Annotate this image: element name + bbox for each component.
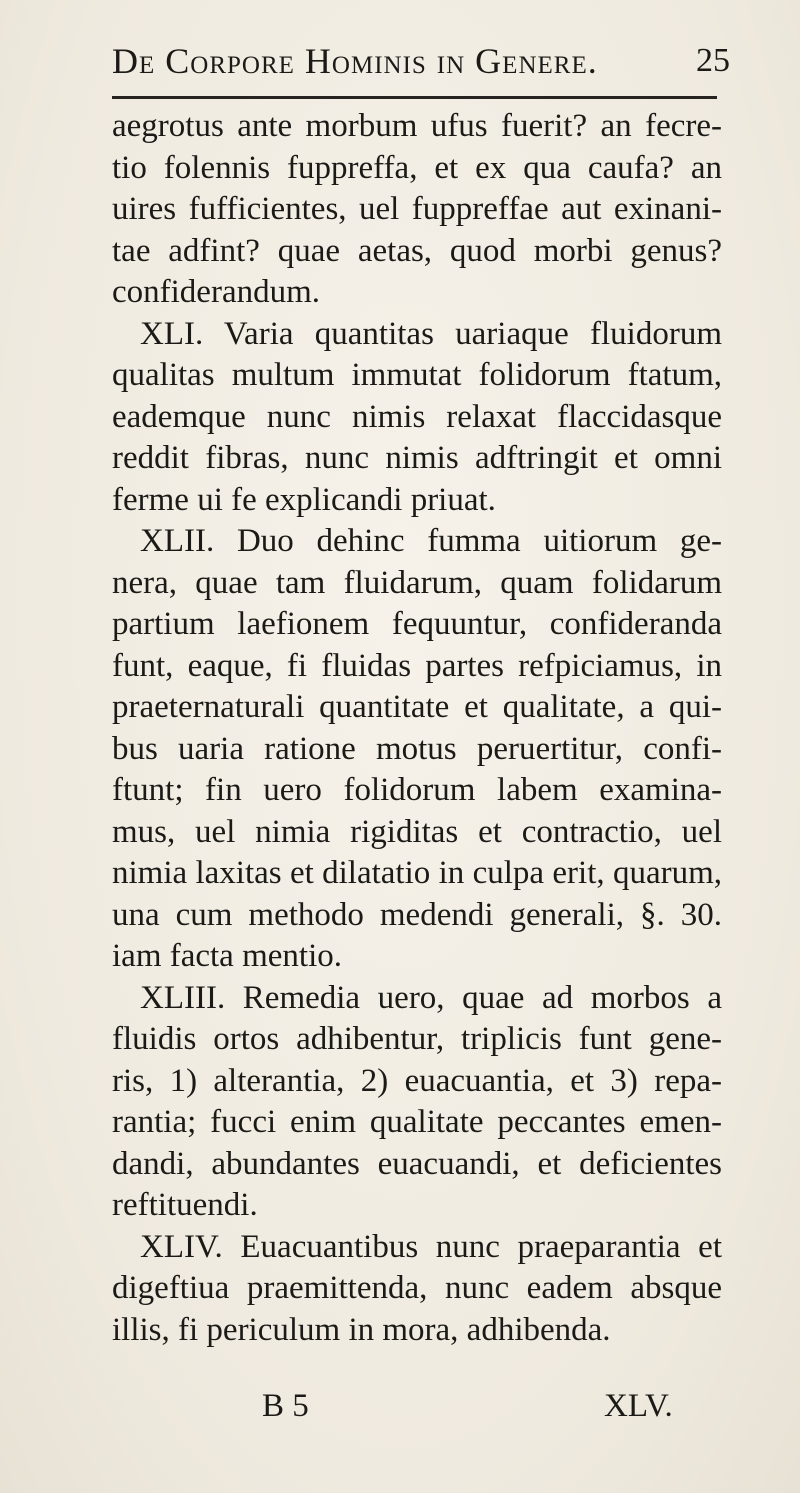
text-line: illis, fi periculum in mora, adhibenda. bbox=[112, 1311, 611, 1348]
text-line: eademque nunc nimis relaxat flaccidasque bbox=[112, 398, 722, 435]
text-line: ferme ui fe explicandi priuat. bbox=[112, 481, 496, 518]
text-line: partium laefionem fequuntur, confideranda bbox=[112, 606, 722, 642]
text-line: iam facta mentio. bbox=[112, 938, 342, 974]
text-line: confiderandum. bbox=[112, 274, 321, 310]
text-line: nimia laxitas et dilatatio in culpa erit, quarum, bbox=[112, 855, 722, 891]
text-line: qualitas multum immutat folidorum ftatum, bbox=[112, 357, 722, 393]
section-heading-line: XLII. Duo dehinc fumma uitiorum ge- bbox=[140, 523, 722, 559]
text-line: reftituendi. bbox=[112, 1187, 258, 1223]
text-line: ftunt; fin uero folidorum labem examina- bbox=[112, 772, 722, 808]
footer bbox=[112, 1388, 722, 1434]
page-header bbox=[0, 40, 800, 90]
body-text bbox=[112, 106, 722, 1351]
text-line: rantia; fucci enim qualitate peccantes emen- bbox=[112, 1104, 722, 1140]
signature-mark: B 5 bbox=[262, 1388, 309, 1424]
catchword: XLV. bbox=[604, 1388, 673, 1424]
running-title: De Corpore Hominis in Genere. bbox=[112, 41, 598, 81]
section-heading-line: XLI. Varia quantitas uariaque fluidorum bbox=[140, 315, 722, 352]
text-line: reddit fibras, nunc nimis adftringit et omni bbox=[112, 440, 722, 476]
text-line: fluidis ortos adhibentur, triplicis funt gene- bbox=[112, 1021, 722, 1057]
text-line: nera, quae tam fluidarum, quam folidarum bbox=[112, 564, 722, 601]
header-rule bbox=[112, 96, 717, 99]
text-line: uires fufficientes, uel fuppreffae aut exinani- bbox=[112, 191, 722, 227]
text-line: funt, eaque, fi fluidas partes refpiciamus, in bbox=[112, 647, 722, 684]
text-line: aegrotus ante morbum ufus fuerit? an fecre- bbox=[112, 108, 722, 144]
section-heading-line: XLIII. Remedia uero, quae ad morbos a bbox=[140, 979, 722, 1016]
text-line: digeftiua praemittenda, nunc eadem absque bbox=[112, 1270, 722, 1306]
text-line: una cum methodo medendi generali, §. 30. bbox=[112, 896, 722, 933]
text-line: dandi, abundantes euacuandi, et deficientes bbox=[112, 1145, 722, 1182]
text-line: tae adfint? quae aetas, quod morbi genus? bbox=[112, 232, 722, 269]
text-line: praeternaturali quantitate et qualitate, a qui- bbox=[112, 689, 722, 725]
text-line: mus, uel nimia rigiditas et contractio, uel bbox=[112, 813, 722, 850]
section-heading-line: XLIV. Euacuantibus nunc praeparantia et bbox=[140, 1228, 722, 1265]
page-number: 25 bbox=[696, 42, 730, 79]
text-line: tio folennis fuppreffa, et ex qua caufa? an bbox=[112, 149, 722, 186]
text-line: bus uaria ratione motus peruertitur, confi- bbox=[112, 730, 722, 767]
text-line: ris, 1) alterantia, 2) euacuantia, et 3) repa- bbox=[112, 1062, 722, 1099]
